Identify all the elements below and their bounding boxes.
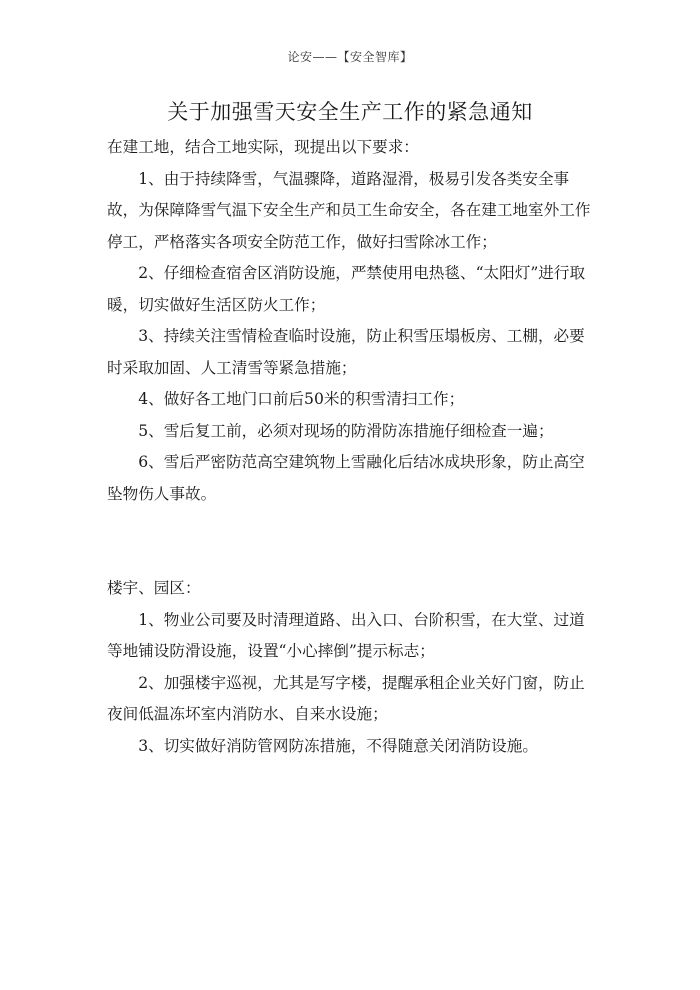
section2-item-1: 1、物业公司要及时清理道路、出入口、台阶积雪，在大堂、过道等地铺设防滑设施，设置“小心摔倒”提示标志； <box>107 610 585 660</box>
page-header: 论安——【安全智库】 <box>287 50 413 64</box>
section1-item-6: 6、雪后严密防范高空建筑物上雪融化后结冰成块形象，防止高空坠物伤人事故。 <box>107 453 585 503</box>
section2-item-2: 2、加强楼宇巡视，尤其是写字楼，提醒承租企业关好门窗，防止夜间低温冻坏室内消防水、自来水设施； <box>107 673 585 723</box>
section1-item-4: 4、做好各工地门口前后50米的积雪清扫工作； <box>138 390 465 408</box>
document-title: 关于加强雪天安全生产工作的紧急通知 <box>167 100 533 124</box>
section2-item-3: 3、切实做好消防管网防冻措施，不得随意关闭消防设施。 <box>138 736 538 755</box>
section1-item-5: 5、雪后复工前，必须对现场的防滑防冻措施仔细检查一遍； <box>138 421 554 440</box>
section1-item-1: 1、由于持续降雪，气温骤降，道路湿滑，极易引发各类安全事故，为保障降雪气温下安全生产和员工生命安全，各在建工地室外工作停工，严格落实各项安全防范工作，做好扫雪除冰工作； <box>107 169 591 251</box>
section1-item-2: 2、仔细检查宿舍区消防设施，严禁使用电热毯、“太阳灯”进行取暖，切实做好生活区防火工作； <box>107 264 586 314</box>
section1-item-3: 3、持续关注雪情检查临时设施，防止积雪压塌板房、工棚，必要时采取加固、人工清雪等紧急措施； <box>107 327 585 377</box>
section-spacer <box>107 510 597 573</box>
document-body <box>107 132 597 762</box>
section2-heading: 楼宇、园区： <box>107 579 201 597</box>
section1-heading: 在建工地，结合工地实际，现提出以下要求： <box>107 138 419 156</box>
